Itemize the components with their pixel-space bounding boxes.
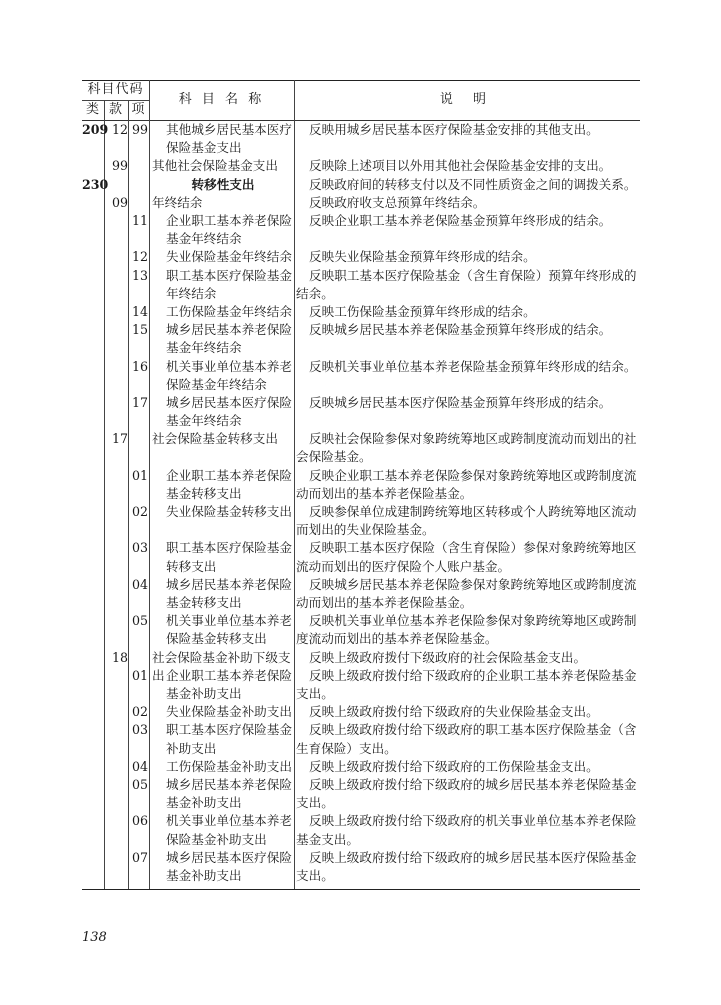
page-number: 138	[82, 930, 107, 945]
code-lei-cell: 209	[82, 122, 109, 137]
table-row	[82, 358, 640, 394]
code-kuan-cell: 12	[111, 122, 129, 137]
code-xiang-cell: 04	[131, 576, 149, 592]
code-xiang-cell: 11	[131, 212, 149, 228]
code-xiang-cell: 06	[131, 813, 149, 829]
table-row	[82, 194, 640, 212]
subject-name-cell: 职工基本医疗保险基金年终结余	[166, 267, 292, 301]
description-cell: 反映机关事业单位基本养老保险基金预算年终形成的结余。	[309, 358, 637, 374]
code-xiang-cell: 16	[131, 358, 149, 374]
header-xiang: 项	[131, 102, 146, 117]
description-cell: 反映上级政府拨付下级政府的社会保险基金支出。	[309, 649, 587, 665]
subject-name-cell: 企业职工基本养老保险基金补助支出	[166, 667, 292, 702]
table-row	[82, 776, 640, 812]
description-cell: 反映上级政府拨付给下级政府的工伤保险基金支出。	[309, 758, 599, 774]
code-xiang-cell: 01	[131, 667, 149, 683]
table-row	[82, 430, 640, 466]
table-row	[82, 812, 640, 848]
description-cell: 反映上级政府拨付给下级政府的机关事业单位基本养老保险基金支出。	[296, 813, 637, 847]
subject-name-cell: 其他城乡居民基本医疗保险基金支出	[166, 122, 292, 156]
header-code-group: 科目代码	[87, 82, 144, 97]
table-row	[82, 667, 640, 703]
table-row	[82, 721, 640, 757]
subject-name-cell: 城乡居民基本养老保险基金转移支出	[166, 576, 292, 611]
subject-name-cell: 工伤保险基金补助支出	[166, 758, 292, 774]
header-description: 说 明	[439, 92, 495, 107]
code-xiang-cell: 02	[131, 504, 149, 520]
subject-name-cell: 年终结余	[152, 194, 203, 210]
subject-name-cell: 失业保险基金转移支出	[166, 504, 292, 520]
subject-name-cell: 企业职工基本养老保险基金年终结余	[166, 212, 292, 247]
table-row	[82, 849, 640, 885]
subject-name-cell: 城乡居民基本医疗保险基金补助支出	[166, 849, 292, 883]
code-xiang-cell: 99	[131, 122, 149, 137]
subject-name-cell: 城乡居民基本医疗保险基金年终结余	[166, 394, 292, 429]
description-cell: 反映用城乡居民基本医疗保险基金安排的其他支出。	[309, 122, 599, 137]
table-row	[82, 248, 640, 266]
code-xiang-cell: 03	[131, 722, 149, 738]
table-row	[82, 503, 640, 539]
subject-name-cell: 职工基本医疗保险基金转移支出	[166, 540, 292, 574]
code-xiang-cell: 07	[131, 849, 149, 865]
description-cell: 反映机关事业单位基本养老保险参保对象跨统筹地区或跨制度流动而划出的基本养老保险基金。	[296, 613, 637, 647]
code-kuan-cell: 18	[111, 649, 129, 665]
description-cell: 反映参保单位成建制跨统筹地区转移或个人跨统筹地区流动而划出的失业保险基金。	[296, 504, 637, 538]
description-cell: 反映城乡居民基本养老保险参保对象跨统筹地区或跨制度流动而划出的基本养老保险基金。	[296, 576, 637, 611]
table-row	[82, 576, 640, 612]
header-subject-name: 科 目 名 称	[178, 92, 265, 107]
description-cell: 反映城乡居民基本医疗保险基金预算年终形成的结余。	[309, 394, 612, 410]
table-body	[82, 121, 640, 885]
table-row	[82, 121, 640, 157]
subject-name-cell: 转移性支出	[191, 176, 255, 192]
code-kuan-cell: 99	[111, 158, 129, 174]
table-row	[82, 394, 640, 430]
subject-name-cell: 城乡居民基本养老保险基金年终结余	[166, 322, 292, 356]
table-row	[82, 303, 640, 321]
description-cell: 反映政府收支总预算年终结余。	[309, 194, 486, 210]
subject-name-cell: 机关事业单位基本养老保险基金补助支出	[166, 813, 292, 847]
code-xiang-cell: 03	[131, 540, 149, 556]
description-cell: 反映上级政府拨付给下级政府的企业职工基本养老保险基金支出。	[296, 667, 637, 702]
code-kuan-cell: 17	[111, 431, 129, 447]
code-xiang-cell: 05	[131, 776, 149, 792]
description-cell: 反映社会保险参保对象跨统筹地区或跨制度流动而划出的社会保险基金。	[296, 431, 637, 465]
subject-name-cell: 社会保险基金转移支出	[152, 431, 278, 447]
description-cell: 反映上级政府拨付给下级政府的失业保险基金支出。	[309, 704, 599, 720]
subject-name-cell: 企业职工基本养老保险基金转移支出	[166, 467, 292, 501]
subject-name-cell: 失业保险基金年终结余	[166, 249, 292, 265]
description-cell: 反映职工基本医疗保险（含生育保险）参保对象跨统筹地区流动而划出的医疗保险个人账户基金。	[296, 540, 637, 574]
table-bottom-rule	[82, 889, 640, 890]
table-row	[82, 539, 640, 575]
table-row	[82, 212, 640, 248]
table-row	[82, 703, 640, 721]
subject-name-cell: 职工基本医疗保险基金补助支出	[166, 722, 292, 756]
code-xiang-cell: 15	[131, 322, 149, 338]
description-cell: 反映企业职工基本养老保险参保对象跨统筹地区或跨制度流动而划出的基本养老保险基金。	[296, 467, 637, 501]
subject-name-cell: 其他社会保险基金支出	[152, 158, 278, 174]
table-top-rule	[82, 80, 640, 81]
table-row	[82, 321, 640, 357]
subject-name-cell: 社会保险基金补助下级支出	[152, 649, 291, 683]
subject-name-cell: 机关事业单位基本养老保险基金年终结余	[166, 358, 292, 392]
table-row	[82, 467, 640, 503]
code-xiang-cell: 12	[131, 249, 149, 265]
code-xiang-cell: 17	[131, 394, 149, 410]
code-xiang-cell: 04	[131, 758, 149, 774]
table-row	[82, 157, 640, 175]
code-xiang-cell: 02	[131, 704, 149, 720]
description-cell: 反映工伤保险基金预算年终形成的结余。	[309, 303, 536, 319]
table-row	[82, 267, 640, 303]
subject-name-cell: 城乡居民基本养老保险基金补助支出	[166, 776, 292, 811]
description-cell: 反映城乡居民基本养老保险基金预算年终形成的结余。	[309, 322, 612, 338]
code-lei-cell: 230	[82, 176, 109, 192]
description-cell: 反映企业职工基本养老保险基金预算年终形成的结余。	[309, 212, 612, 228]
code-xiang-cell: 05	[131, 613, 149, 629]
subject-name-cell: 工伤保险基金年终结余	[166, 303, 292, 319]
code-xiang-cell: 01	[131, 467, 149, 483]
description-cell: 反映上级政府拨付给下级政府的城乡居民基本医疗保险基金支出。	[296, 849, 637, 883]
header-lei: 类	[85, 102, 100, 117]
description-cell: 反映失业保险基金预算年终形成的结余。	[309, 249, 536, 265]
description-cell: 反映职工基本医疗保险基金（含生育保险）预算年终形成的结余。	[296, 267, 637, 301]
header-kuan: 款	[108, 102, 123, 117]
table-row	[82, 612, 640, 648]
table-row	[82, 176, 640, 194]
subject-name-cell: 机关事业单位基本养老保险基金转移支出	[166, 613, 292, 647]
description-cell: 反映政府间的转移支付以及不同性质资金之间的调拨关系。	[309, 176, 637, 192]
subject-name-cell: 失业保险基金补助支出	[166, 704, 292, 720]
description-cell: 反映除上述项目以外用其他社会保险基金安排的支出。	[309, 158, 612, 174]
code-xiang-cell: 13	[131, 267, 149, 283]
description-cell: 反映上级政府拨付给下级政府的职工基本医疗保险基金（含生育保险）支出。	[296, 722, 637, 756]
code-kuan-cell: 09	[111, 194, 129, 210]
description-cell: 反映上级政府拨付给下级政府的城乡居民基本养老保险基金支出。	[296, 776, 637, 811]
table-row	[82, 758, 640, 776]
code-xiang-cell: 14	[131, 303, 149, 319]
